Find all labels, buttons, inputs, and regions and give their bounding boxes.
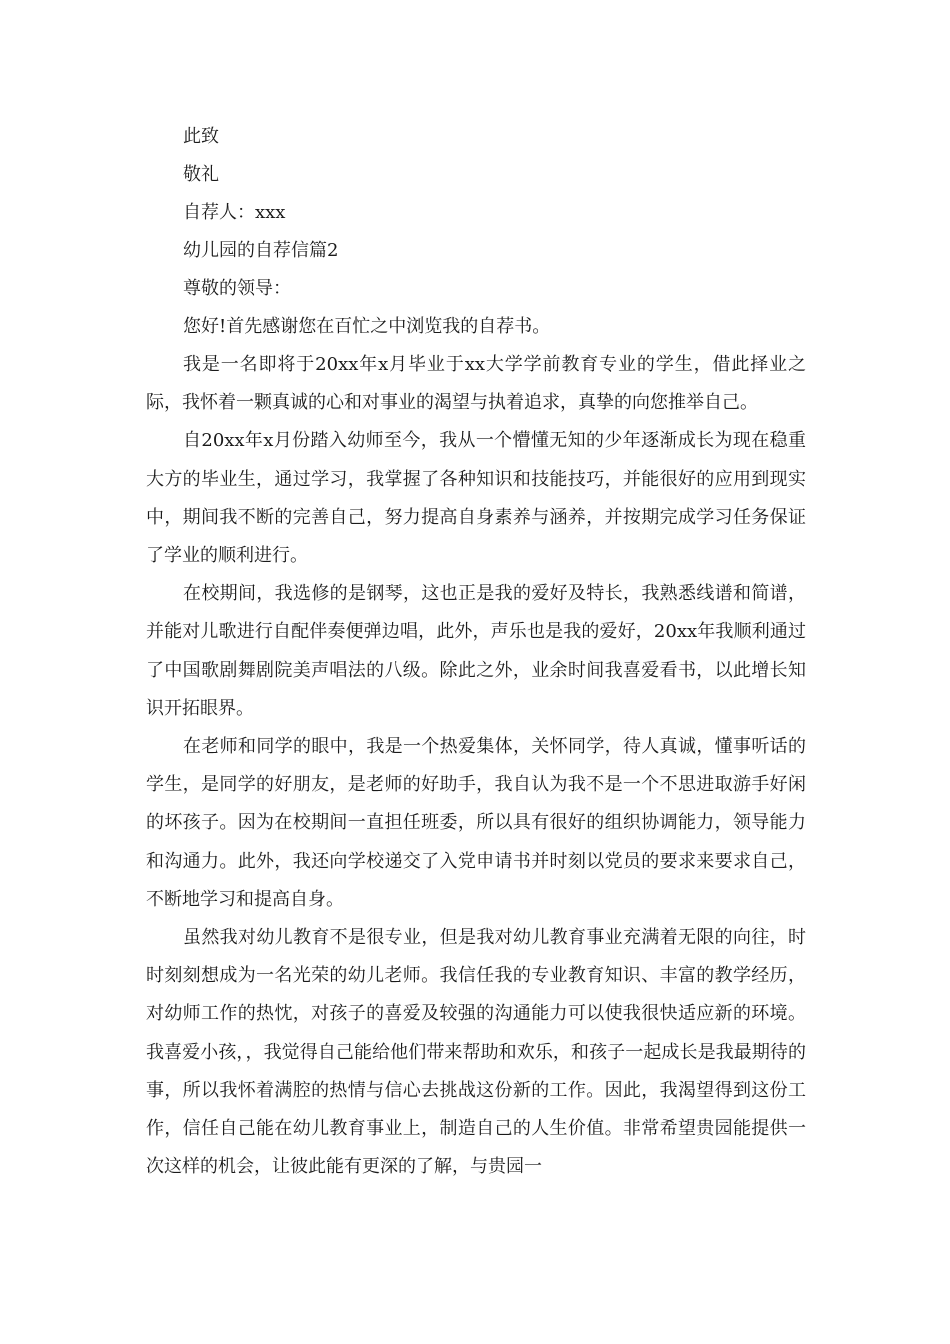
paragraph-1: 我是一名即将于20xx年x月毕业于xx大学学前教育专业的学生，借此择业之际，我怀着一颗真诚的心和对事业的渴望与执着追求，真挚的向您推举自己。	[146, 354, 806, 414]
paragraph-2: 自20xx年x月份踏入幼师至今，我从一个懵懂无知的少年逐渐成长为现在稳重大方的毕业生，通过学习，我掌握了各种知识和技能技巧，并能很好的应用到现实中，期间我不断的完善自己，努力提高自身素养与涵养，并按期完成学习任务保证了学业的顺利进行。	[146, 430, 806, 567]
paragraph-5: 虽然我对幼儿教育不是很专业，但是我对幼儿教育事业充满着无限的向往，时时刻刻想成为一名光荣的幼儿老师。我信任我的专业教育知识、丰富的教学经历，对幼师工作的热忱，对孩子的喜爱及较强的沟通能力可以使我很快适应新的环境。我喜爱小孩，，我觉得自己能给他们带来帮助和欢乐，和孩子一起成长是我最期待的事，所以我怀着满腔的热情与信心去挑战这份新的工作。因此，我渴望得到这份工作，信任自己能在幼儿教育事业上，制造自己的人生价值。非常希望贵园能提供一次这样的机会，让彼此能有更深的了解，与贵园一	[146, 927, 806, 1178]
salutation: 尊敬的领导：	[183, 278, 291, 299]
signature-line: 自荐人：xxx	[183, 202, 286, 223]
section-title: 幼儿园的自荐信篇2	[183, 240, 339, 261]
paragraph-4: 在老师和同学的眼中，我是一个热爱集体，关怀同学，待人真诚，懂事听话的学生，是同学的好朋友，是老师的好助手，我自认为我不是一个不思进取游手好闲的坏孩子。因为在校期间一直担任班委，所以具有很好的组织协调能力，领导能力和沟通力。此外，我还向学校递交了入党申请书并时刻以党员的要求来要求自己，不断地学习和提高自身。	[146, 736, 806, 910]
paragraph-3: 在校期间，我选修的是钢琴，这也正是我的爱好及特长，我熟悉线谱和简谱，并能对儿歌进行自配伴奏便弹边唱，此外，声乐也是我的爱好，20xx年我顺利通过了中国歌剧舞剧院美声唱法的八级。除此之外，业余时间我喜爱看书，以此增长知识开拓眼界。	[146, 583, 806, 719]
greeting: 您好!首先感谢您在百忙之中浏览我的自荐书。	[183, 316, 551, 337]
letter-body	[146, 118, 806, 1186]
closing-line-2: 敬礼	[183, 164, 219, 185]
closing-line-1: 此致	[183, 126, 219, 147]
